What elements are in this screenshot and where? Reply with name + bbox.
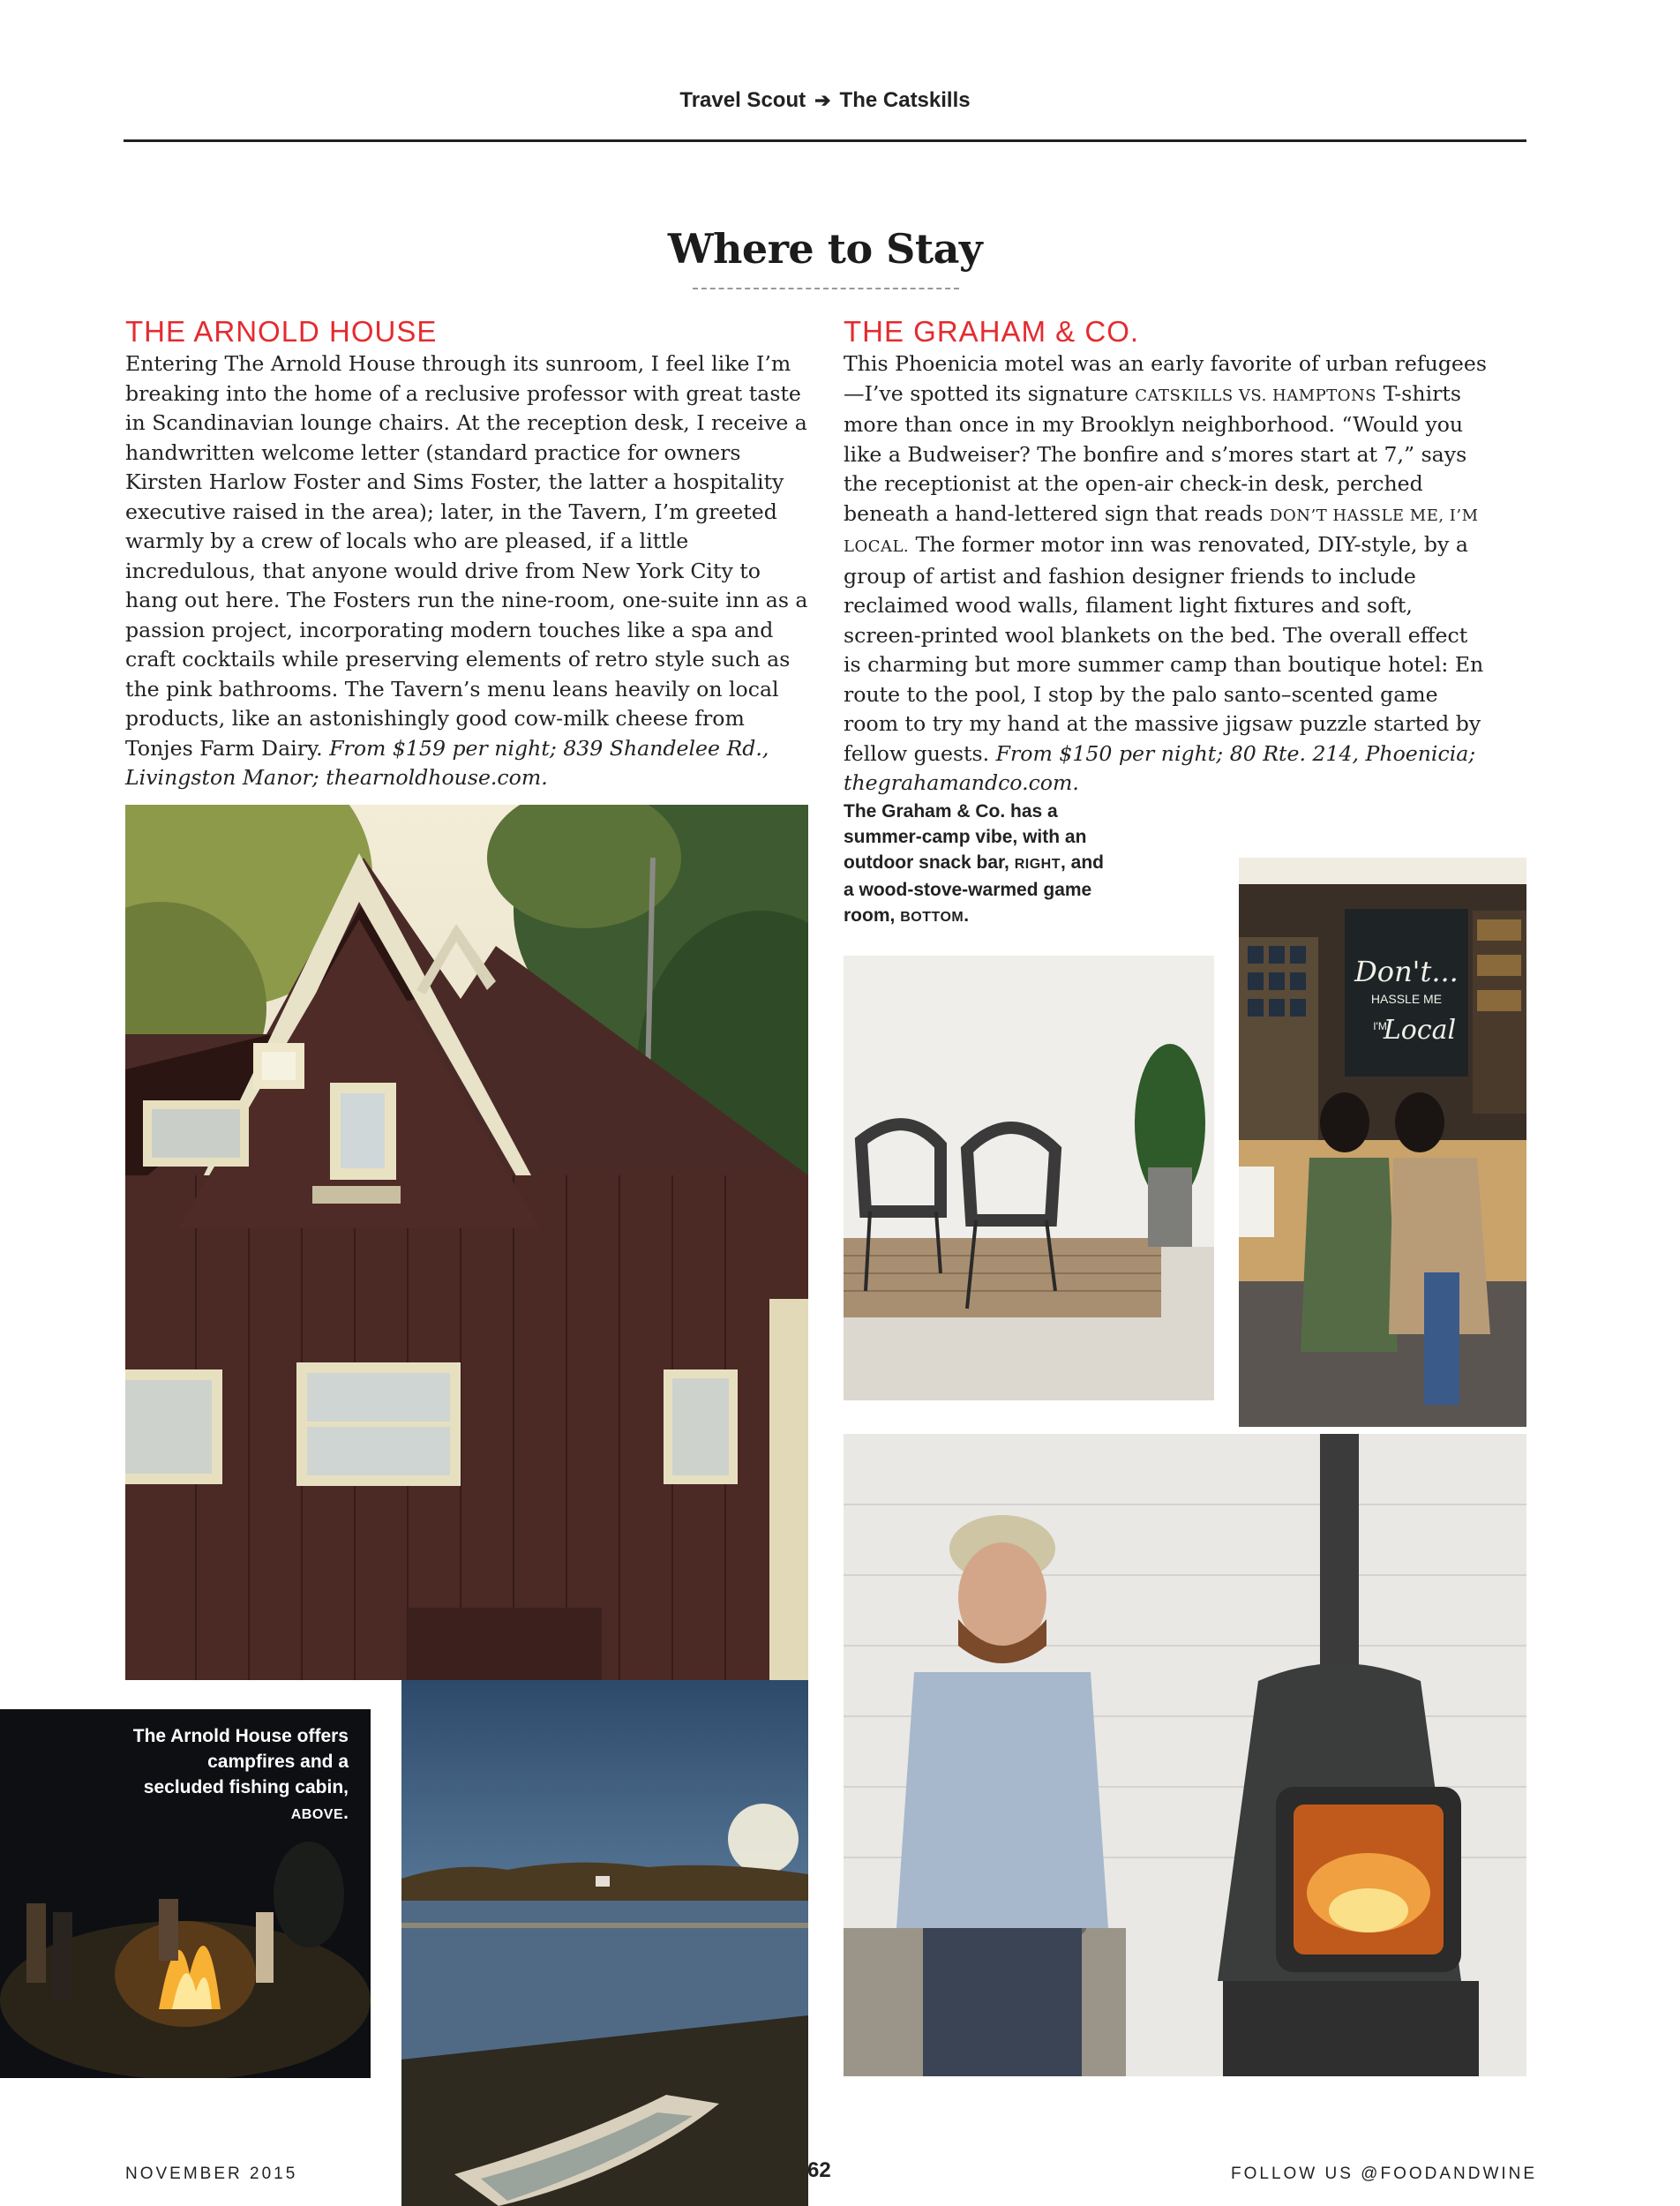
graham-tshirt-text: CATSKILLS VS. HAMPTONS — [1135, 386, 1377, 405]
wood-stove-illustration — [844, 1434, 1526, 2076]
arrow-right-icon: ➔ — [814, 89, 831, 111]
wood-stove-game-room-photo — [844, 1434, 1526, 2076]
arnold-house-heading: THE ARNOLD HOUSE — [125, 315, 438, 348]
graham-info: From $150 per night; 80 Rte. 214, Phoenicia; thegrahamandco.com. — [844, 740, 1476, 795]
page-number: 62 — [807, 2158, 831, 2182]
header-rule — [124, 139, 1526, 142]
footer-social-handle: FOLLOW US @FOODANDWINE — [1231, 2165, 1538, 2183]
snack-bar-photo — [1239, 858, 1526, 1427]
caption-direction-bottom: BOTTOM — [900, 910, 964, 925]
caption-text-b: , and a wood-stove-warmed game room, — [844, 852, 1105, 926]
sign-line-3: I'M — [1373, 1020, 1387, 1032]
title-underline — [693, 288, 959, 289]
caption-direction-above: ABOVE — [290, 1807, 344, 1822]
page-title: Where to Stay — [667, 225, 983, 273]
caption-text: The Graham & Co. has a summer-camp vibe, with an outdoor snack bar, — [844, 801, 1087, 873]
caption-period: . — [343, 1803, 349, 1823]
chairs-illustration — [844, 956, 1214, 1400]
sign-line-2: HASSLE ME — [1370, 992, 1443, 1006]
sign-line-4: Local — [1383, 1015, 1457, 1046]
caption-period: . — [964, 905, 970, 926]
graham-photo-caption — [844, 799, 1108, 930]
footer-issue-date: NOVEMBER 2015 — [125, 2165, 298, 2183]
subsection-name: The Catskills — [839, 88, 971, 112]
graham-paragraph-c: The former motor inn was renovated, DIY-style, by a group of artist and fashion designer friends to include reclaimed wood walls, filament light fixtures and soft, screen-printed wool blankets on the bed. The overall effect is charming but more summer camp than boutique hotel: En route to the pool, I stop by the palo santo–scented game room to try my hand at the massive jigsaw puzzle started by fellow guests. — [844, 532, 1484, 766]
graham-heading: THE GRAHAM & CO. — [844, 315, 1140, 348]
cabin-illustration — [125, 805, 808, 1680]
arnold-house-info: From $159 per night; 839 Shandelee Rd., Livingston Manor; thearnoldhouse.com. — [125, 735, 769, 790]
graham-paragraph-a: This Phoenicia motel was an early favorite of urban refugees—I’ve spotted its signature — [844, 351, 1487, 406]
caption-direction-right: RIGHT — [1014, 857, 1061, 872]
graham-paragraph-b: T-shirts more than once in my Brooklyn neighborhood. “Would you like a Budweiser? The bonfire and s’mores start at 7,” says the receptionist at the open-air check-in desk, perched beneath a hand-lettered sign that reads — [844, 380, 1467, 526]
arnold-house-text — [125, 349, 814, 793]
section-header — [124, 88, 1526, 113]
sign-line-1: Don't... — [1354, 955, 1459, 988]
arnold-house-cabin-photo — [125, 805, 808, 1680]
arnold-house-paragraph: Entering The Arnold House through its sunroom, I feel like I’m breaking into the home of a reclusive professor with great taste in Scandinavian lounge chairs. At the reception desk, I receive a handwritten welcome letter (standard practice for owners Kirsten Harlow Foster and Sims Foster, the latter a hospitality executive raised in the area); later, in the Tavern, I’m greeted warmly by a crew of locals who are pleased, if a little incredulous, that anyone would drive from New York City to hang out here. The Fosters run the nine-room, one-suite inn as a passion project, incorporating modern touches like a spa and craft cocktails while preserving elements of retro style such as the pink bathrooms. The Tavern’s menu leans heavily on local products, like an astonishingly good cow-milk cheese from Tonjes Farm Dairy. — [125, 351, 808, 761]
graham-text — [844, 349, 1488, 799]
graham-sign-text: DON’T HASSLE ME, I’M LOCAL. — [844, 506, 1479, 556]
lake-illustration — [401, 1680, 808, 2206]
section-name: Travel Scout — [679, 88, 806, 112]
arnold-photo-caption — [124, 1723, 349, 1827]
outdoor-chairs-photo — [844, 956, 1214, 1400]
snack-bar-illustration — [1239, 858, 1526, 1427]
caption-text: The Arnold House offers campfires and a secluded fishing cabin, — [132, 1726, 349, 1797]
fishing-cabin-lake-photo — [401, 1680, 808, 2206]
